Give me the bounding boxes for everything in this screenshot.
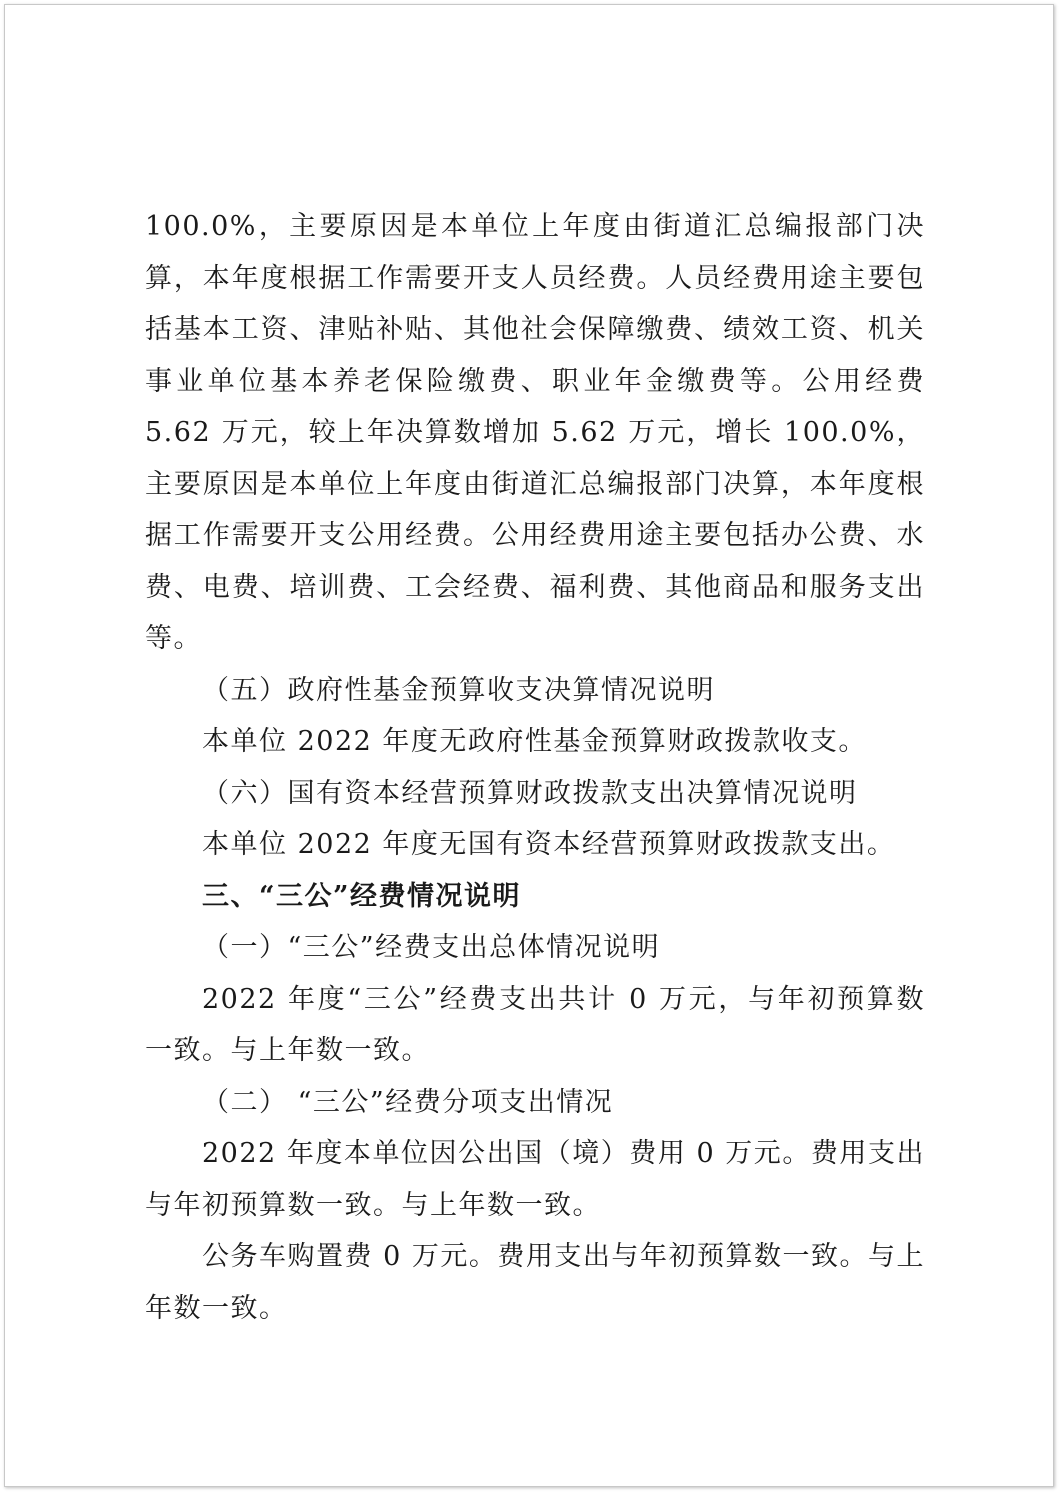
subsection-one-text: 2022 年度“三公”经费支出共计 0 万元，与年初预算数一致。与上年数一致。 [145,983,925,1066]
subsection-two-title: （二） “三公”经费分项支出情况 [202,1086,614,1118]
subsection-two-text-overseas: 2022 年度本单位因公出国（境）费用 0 万元。费用支出与年初预算数一致。与上年数一致。 [145,1138,925,1221]
paragraph-government-fund: 本单位 2022 年度无政府性基金预算财政拨款收支。 [202,726,867,757]
section-three-title: 三、“三公”经费情况说明 [202,880,522,912]
heading-government-fund: （五）政府性基金预算收支决算情况说明 [202,674,715,706]
document-body [145,201,925,1334]
paragraph-expenditure-detail: 100.0%，主要原因是本单位上年度由街道汇总编报部门决算，本年度根据工作需要开支人员经费。人员经费用途主要包括基本工资、津贴补贴、其他社会保障缴费、绩效工资、机关事业单位基本养老保险缴费、职业年金缴费等。公用经费 5.62 万元，较上年决算数增加 5.62 万元，增长 100.0%，主要原因是本单位上年度由街道汇总编报部门决算，本年度根据工作需要开支公用经费。公用经费用途主要包括办公费、水费、电费、培训费、工会经费、福利费、其他商品和服务支出等。 [145,211,925,654]
document-page [4,4,1054,1487]
subsection-one-title: （一）“三公”经费支出总体情况说明 [202,932,661,963]
subsection-two-text-vehicle: 公务车购置费 0 万元。费用支出与年初预算数一致。与上年数一致。 [145,1241,925,1324]
heading-state-capital: （六）国有资本经营预算财政拨款支出决算情况说明 [202,777,858,809]
paragraph-state-capital: 本单位 2022 年度无国有资本经营预算财政拨款支出。 [202,829,896,860]
